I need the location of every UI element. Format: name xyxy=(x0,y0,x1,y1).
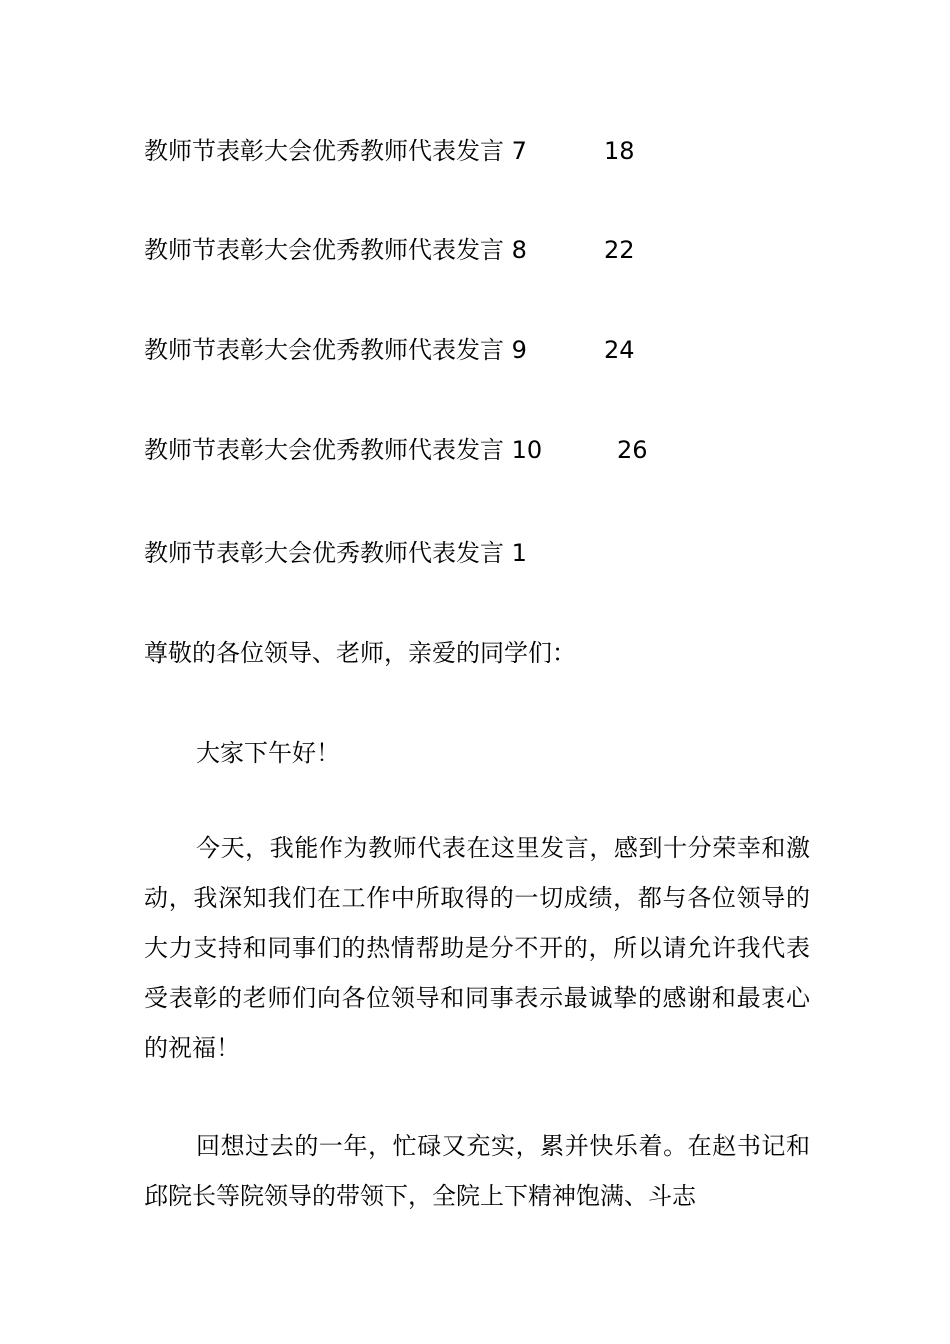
toc-entry-page: 22 xyxy=(604,236,635,264)
body-paragraph: 回想过去的一年，忙碌又充实，累并快乐着。在赵书记和邱院长等院领导的带领下，全院上下精神饱满、斗志 xyxy=(144,1132,810,1210)
toc-entry[interactable] xyxy=(144,136,635,166)
toc-entry[interactable] xyxy=(144,435,648,465)
toc-entry-page: 26 xyxy=(617,436,648,464)
toc-entry[interactable] xyxy=(144,335,635,365)
greeting: 大家下午好！ xyxy=(196,739,340,767)
toc-entry-title: 教师节表彰大会优秀教师代表发言 7 xyxy=(144,137,527,165)
body-paragraph: 今天，我能作为教师代表在这里发言，感到十分荣幸和激动，我深知我们在工作中所取得的一切成绩，都与各位领导的大力支持和同事们的热情帮助是分不开的，所以请允许我代表受表彰的老师们向各位领导和同事表示最诚挚的感谢和最衷心的祝福！ xyxy=(144,834,810,1062)
toc-entry-page: 24 xyxy=(604,336,635,364)
toc-entry-title: 教师节表彰大会优秀教师代表发言 10 xyxy=(144,436,543,464)
salutation: 尊敬的各位领导、老师，亲爱的同学们： xyxy=(144,639,576,667)
toc-entry-title: 教师节表彰大会优秀教师代表发言 8 xyxy=(144,236,527,264)
toc-entry[interactable] xyxy=(144,235,635,265)
toc-entry-page: 18 xyxy=(604,137,635,165)
section-heading: 教师节表彰大会优秀教师代表发言 1 xyxy=(144,539,527,567)
toc-entry-title: 教师节表彰大会优秀教师代表发言 9 xyxy=(144,336,527,364)
